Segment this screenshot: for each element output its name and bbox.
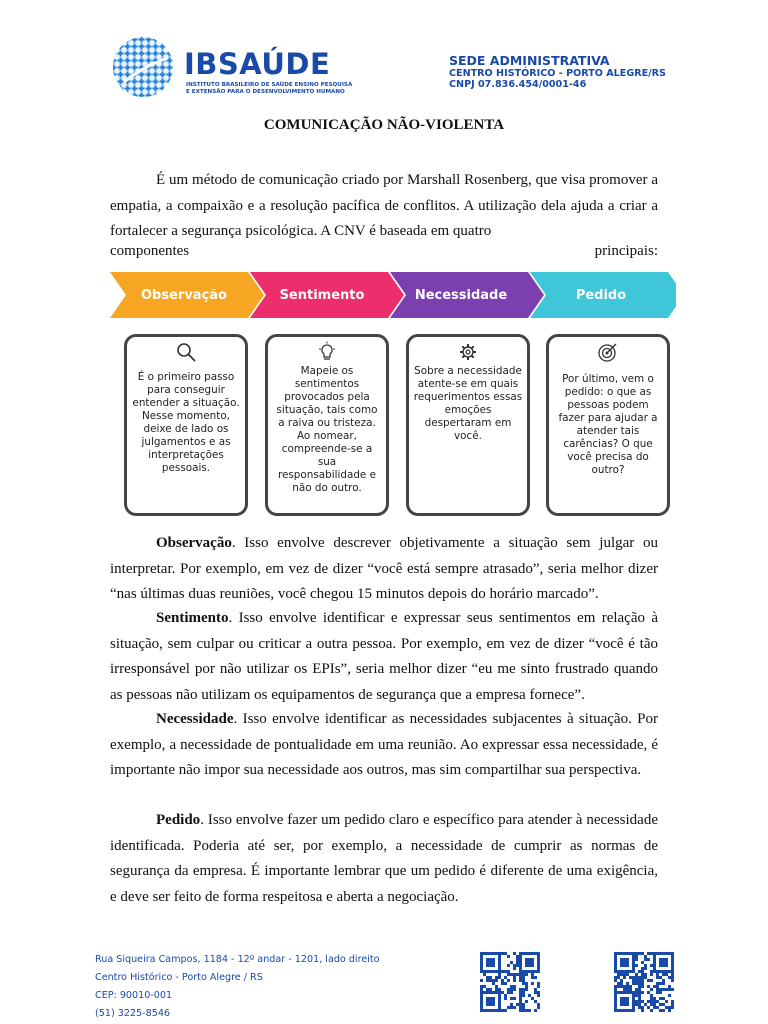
footer-address <box>95 951 380 1023</box>
card-necessidade-text: Sobre a necessidade atente-se em quais requerimentos essas emoções despertaram em você. <box>413 365 523 442</box>
section-observacao <box>110 531 658 608</box>
section-necessidade <box>110 707 658 784</box>
step-observacao-label: Observação <box>141 287 227 303</box>
brand-name: IBSAÚDE <box>184 47 331 81</box>
section-sentimento-heading: Sentimento <box>156 610 229 626</box>
gear-icon <box>457 341 479 363</box>
intro-last-right: principais: <box>594 243 658 259</box>
card-pedido-text: Por último, vem o pedido: o que as pessoas podem fazer para ajudar a atender tais carências? O que você precisa do outro? <box>558 373 658 476</box>
section-pedido-heading: Pedido <box>156 812 201 828</box>
step-necessidade-label: Necessidade <box>414 287 508 303</box>
footer-city: Centro Histórico - Porto Alegre / RS <box>95 972 263 983</box>
section-observacao-text: . Isso envolve descrever objetivamente a situação sem julgar ou interpretar. Por exemplo, em vez de dizer “você está sempre atrasado”, seria melhor dizer “nas últimas duas reuniões, você chegou 15 minutos depois do horário marcado”. <box>110 535 658 602</box>
card-sentimento <box>265 334 389 516</box>
cnv-infographic <box>110 272 676 516</box>
intro-last-line <box>110 243 658 269</box>
brand-subtitle: INSTITUTO BRASILEIRO DE SAÚDE ENSINO PESQUISA E EXTENSÃO PARA O DESENVOLVIMENTO HUMANO <box>186 82 353 95</box>
intro-paragraph: É um método de comunicação criado por Marshall Rosenberg, que visa promover a empatia, a compaixão e a resolução pacífica de conflitos. A utilização dela ajuda a criar a fortalecer a segurança psicológica. A CNV é baseada em quatro <box>110 172 658 239</box>
qr-code-icon[interactable] <box>614 952 674 1012</box>
target-icon <box>597 341 619 363</box>
card-observacao <box>124 334 248 516</box>
page-title: COMUNICAÇÃO NÃO-VIOLENTA <box>263 117 505 133</box>
footer-phone: (51) 3225-8546 <box>95 1008 171 1019</box>
card-observacao-text: É o primeiro passo para conseguir entender a situação. Nesse momento, deixe de lado os julgamentos e as interpretações pessoais. <box>132 371 240 474</box>
magnifier-icon <box>175 341 197 363</box>
section-necessidade-text: . Isso envolve identificar as necessidades subjacentes à situação. Por exemplo, a necessidade de pontualidade em uma reunião. Ao expressar essa necessidade, é importante não impor sua necessidade aos outros, mas sim compartilhar sua perspectiva. <box>110 711 658 778</box>
intro-last-left: componentes <box>110 243 190 259</box>
qr-code-icon[interactable] <box>480 952 540 1012</box>
step-pedido-label: Pedido <box>575 287 627 303</box>
card-necessidade <box>406 334 530 516</box>
footer-street: Rua Siqueira Campos, 1184 - 12º andar - 1201, lado direito <box>95 954 380 965</box>
section-pedido-text: . Isso envolve fazer um pedido claro e específico para atender à necessidade identificada. Poderia até ser, por exemplo, a necessidade de cumprir as normas de segurança da empresa. É importante lembrar que um pedido é diferente de uma exigência, e deve ser feito de forma respeitosa e aberta a negociação. <box>110 812 658 905</box>
ibsaude-logo-icon <box>110 36 176 98</box>
section-necessidade-heading: Necessidade <box>156 711 234 727</box>
section-observacao-heading: Observação <box>156 535 232 551</box>
sede-title: SEDE ADMINISTRATIVA <box>449 53 610 68</box>
step-sentimento-label: Sentimento <box>279 287 365 303</box>
section-sentimento <box>110 606 658 708</box>
card-pedido <box>546 334 670 516</box>
card-sentimento-text: Mapeie os sentimentos provocados pela situação, tais como a raiva ou tristeza. Ao nomear, compreende-se a sua responsabilidade e não do outro. <box>276 365 378 494</box>
lightbulb-icon <box>316 341 338 363</box>
sede-info <box>449 54 666 90</box>
footer-cep: CEP: 90010-001 <box>95 990 173 1001</box>
sede-location: CENTRO HISTÓRICO - PORTO ALEGRE/RS <box>449 68 666 80</box>
section-sentimento-text: . Isso envolve identificar e expressar seus sentimentos em relação à situação, sem culpar ou criticar a outra pessoa. Por exemplo, em vez de dizer “você é tão irresponsável por não utilizar os EPIs”, seria melhor dizer “eu me sinto frustrado quando as pessoas não utilizam os equipamentos de segurança que a empresa fornece”. <box>110 610 658 703</box>
sede-cnpj: CNPJ 07.836.454/0001-46 <box>449 79 587 91</box>
section-pedido <box>110 808 658 910</box>
